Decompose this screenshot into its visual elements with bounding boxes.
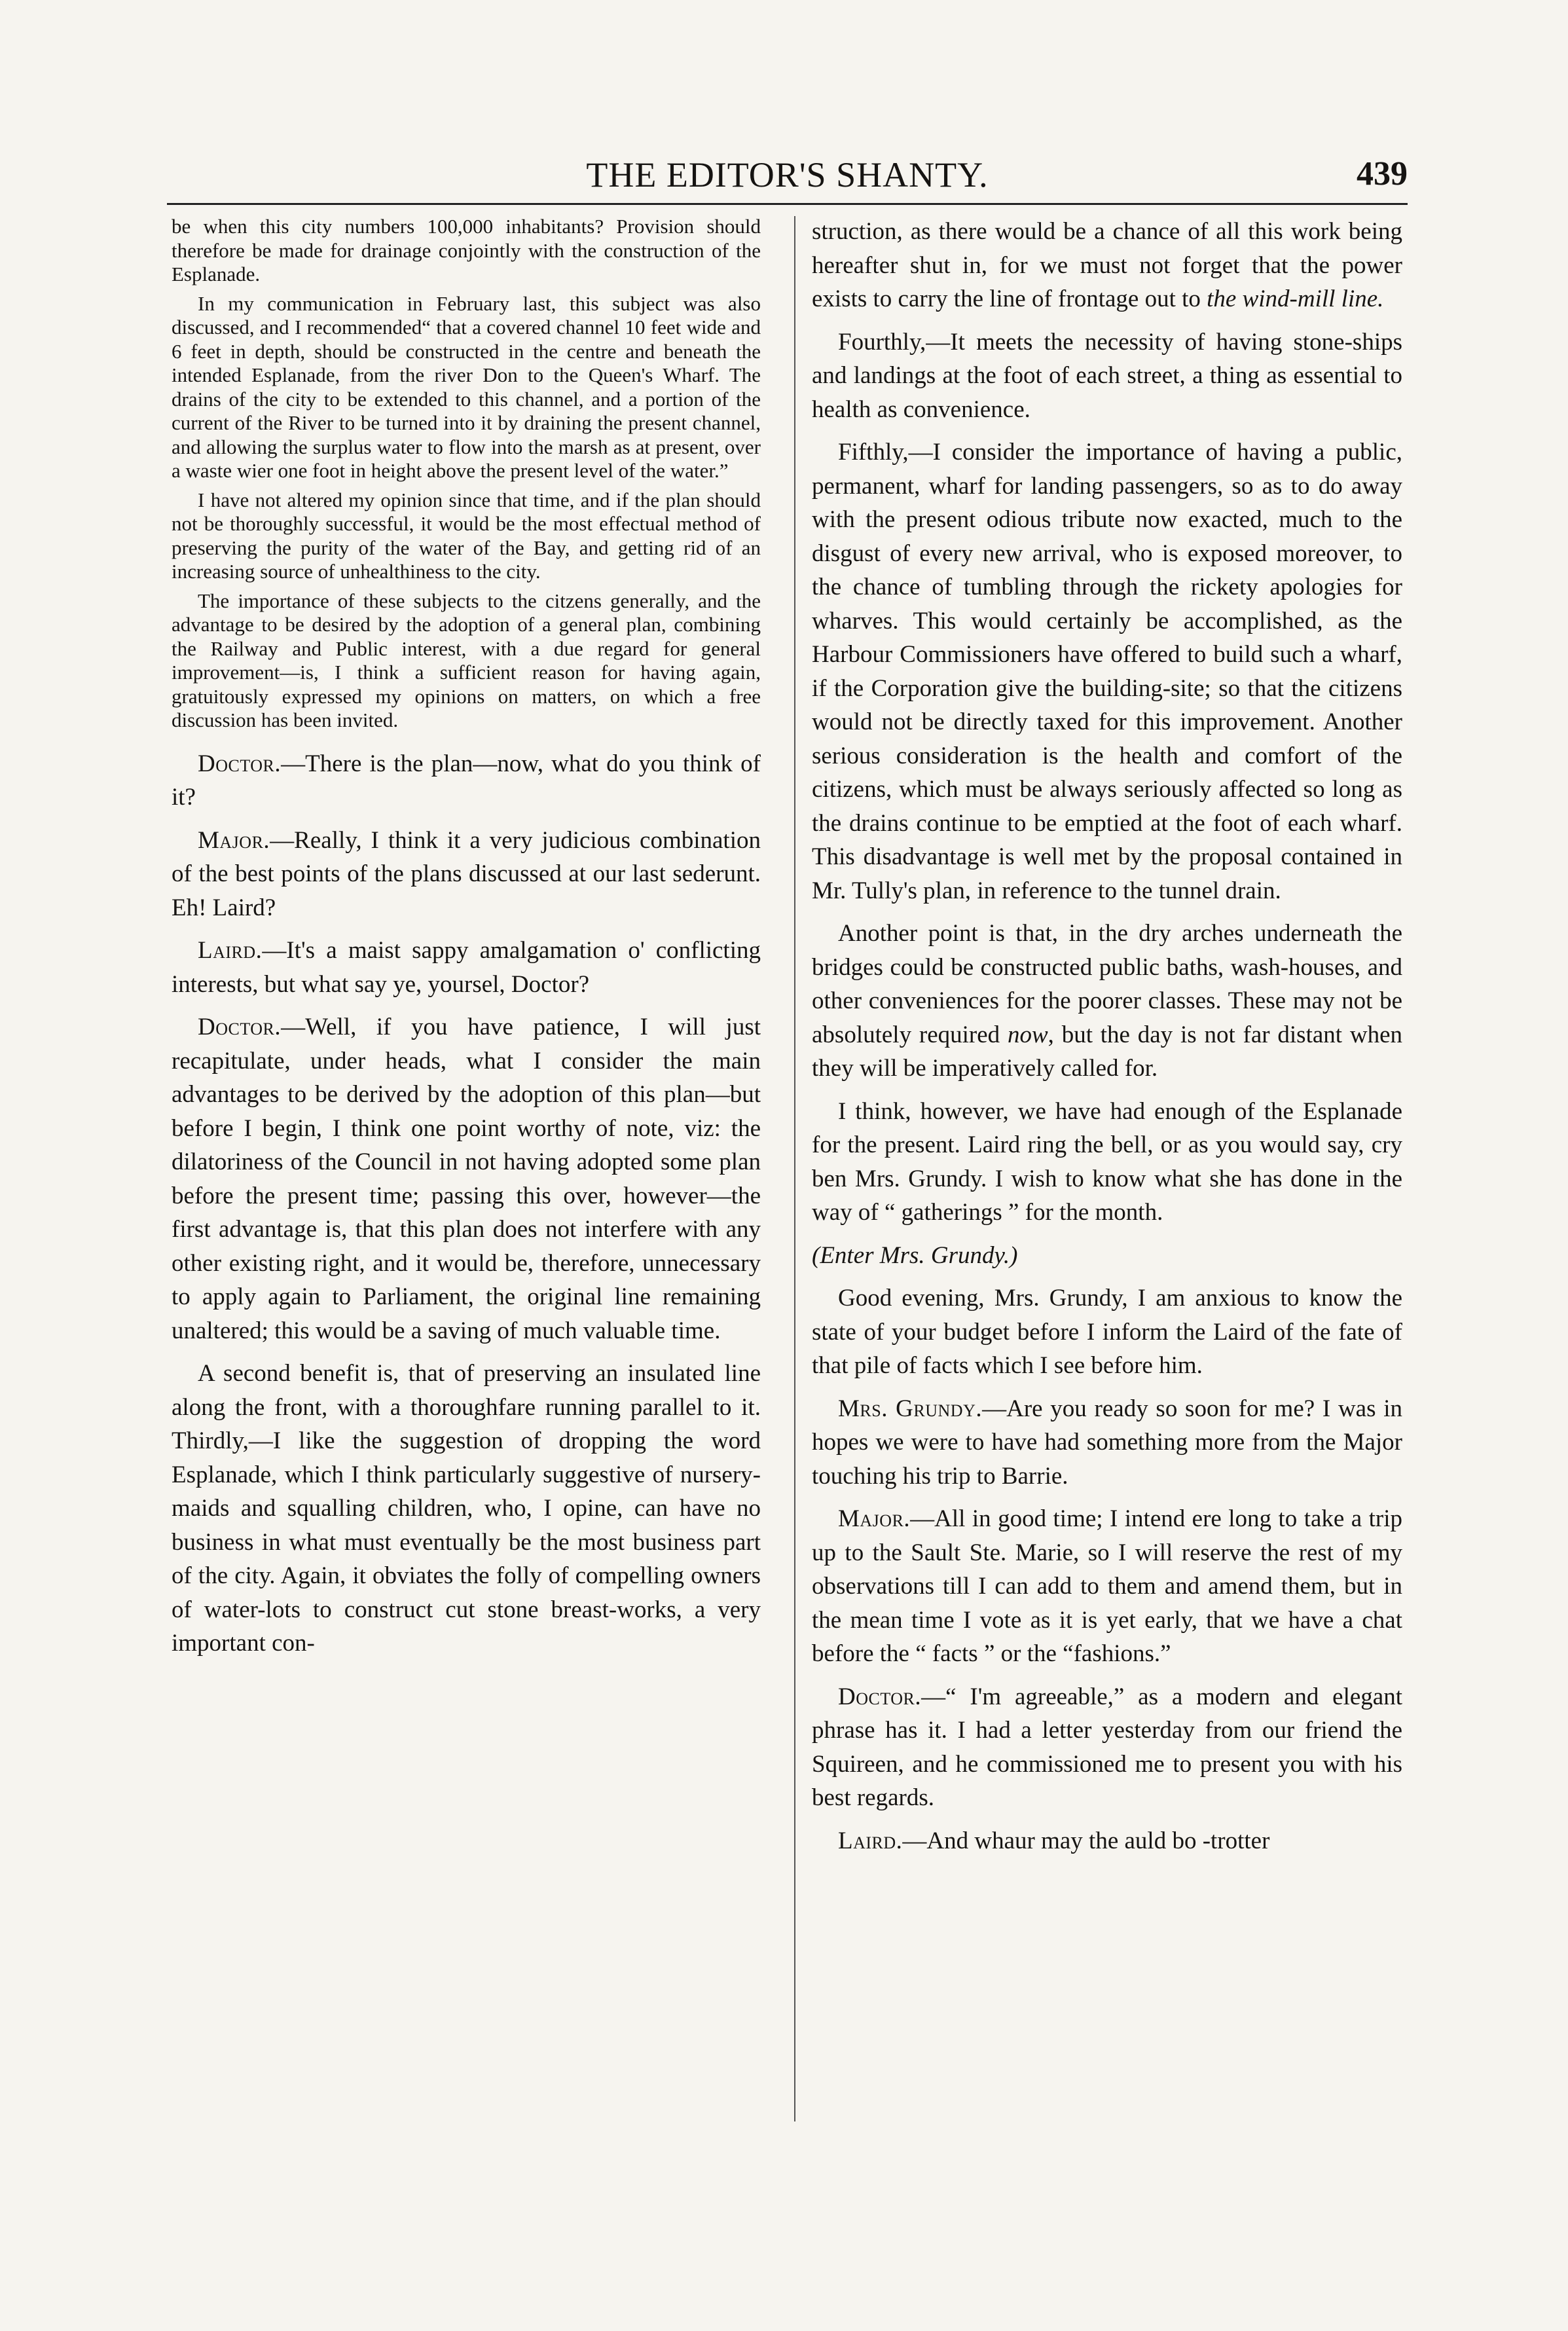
speaker-name: Laird. <box>198 937 263 964</box>
speaker-name: Laird. <box>838 1827 903 1854</box>
body-paragraph: Fourthly,—It meets the necessity of having stone-ships and landings at the foot of each street, a thing as essential to health as convenience. <box>812 328 1402 423</box>
italic-run: now <box>1007 1021 1048 1048</box>
italic-run: the wind-mill line. <box>1207 285 1384 312</box>
body-paragraph: A second benefit is, that of preserving an insulated line along the front, with a thoroughfare running parallel to it. Thirdly,—I like the suggestion of dropping the word Esplanade, which I think particularly suggestive of nursery-maids and squalling children, who, I opine, can have no business in what must eventually be the most business part of the city. Again, it obviates the folly of compelling owners of water-lots to construct cut stone breast-works, a very important con- <box>172 1360 761 1657</box>
letter-paragraph: In my communication in February last, this subject was also discussed, and I recommended“ that a covered channel 10 feet wide and 6 feet in depth, should be constructed in the centre and beneath the intended Esplanade, from the river Don to the Queen's Wharf. The drains of the city to be extended to this channel, and a portion of the current of the River to be turned into it by draining the present channel, and allowing the surplus water to flow into the marsh as at present, over a waste wier one foot in height above the present level of the water.” <box>172 291 761 482</box>
left-column <box>172 215 761 1670</box>
dialogue-line <box>172 747 761 815</box>
text-run: Another point is that, in the dry arches underneath the bridges could be constructed public baths, wash-houses, and other conveniences for the poorer classes. These may not be absolutely required <box>812 920 1402 1048</box>
page-number: 439 <box>1357 155 1408 193</box>
speech-text: —All in good time; I intend ere long to take a trip up to the Sault Ste. Marie, so I will reserve the rest of my observations till I can add to them and amend them, but in the mean time I vote as it is yet early, that we have a chat before the “ facts ” or the “fashions.” <box>812 1505 1402 1667</box>
dialogue <box>172 747 761 1661</box>
dialogue-line <box>172 934 761 1001</box>
speaker-name: Mrs. Grundy. <box>838 1395 983 1422</box>
speech-text: —Are you ready so soon for me? I was in hopes we were to have had something more from the Major touching his trip to Barrie. <box>812 1395 1402 1490</box>
body-paragraph <box>812 917 1402 1086</box>
body-paragraph: I think, however, we have had enough of the Esplanade for the present. Laird ring the bell, or as you would say, cry ben Mrs. Grundy. I wish to know what she has done in the way of “ gatherings ” for the month. <box>812 1097 1402 1226</box>
header-rule <box>167 203 1408 205</box>
text-run: struction, as there would be a chance of all this work being hereafter shut in, for we must not forget that the power exists to carry the line of frontage out to <box>812 218 1402 312</box>
speech-text: —Really, I think it a very judicious combination of the best points of the plans discussed at our last sederunt. Eh! Laird? <box>172 826 761 921</box>
speech-text: —Well, if you have patience, I will just recapitulate, under heads, what I consider the main advantages to be derived by the adoption of this plan—but before I begin, I think one point worthy of note, viz: the dilatoriness of the Council in not having adopted some plan before the present time; passing this over, however—the first advantage is, that this plan does not interfere with any other existing right, and it would be, therefore, unnecessary to apply again to Parliament, the original line remaining unaltered; this would be a saving of much valuable time. <box>172 1014 761 1344</box>
right-column <box>812 215 1402 1867</box>
speaker-name: Doctor. <box>198 1014 282 1040</box>
body-paragraph: Fifthly,—I consider the importance of having a public, permanent, wharf for landing passengers, so as to do away with the present odious tribute now exacted, much to the disgust of every new arrival, who is exposed moreover, to the chance of tumbling through the rickety apologies for wharves. This would certainly be accomplished, as the Harbour Commissioners have offered to build such a wharf, if the Corporation give the building-site; so that the citizens would not be directly taxed for this improvement. Another serious consideration is the health and comfort of the citizens, which must be always seriously affected so long as the drains continue to be emptied at the foot of each wharf. This disadvantage is well met by the proposal contained in Mr. Tully's plan, in reference to the tunnel drain. <box>812 439 1402 904</box>
speaker-name: Major. <box>198 826 270 854</box>
letter-paragraph: The importance of these subjects to the citzens generally, and the advantage to be desired by the adoption of a general plan, combining the Railway and Public interest, with a due regard for general improvement—is, I think a sufficient reason for having again, gratuitously expressed my opinions on matters, on which a free discussion has been invited. <box>172 589 761 731</box>
page-header <box>167 155 1408 200</box>
speech-text: —“ I'm agreeable,” as a modern and elegant phrase has it. I had a letter yesterday from our friend the Squireen, and he commissioned me to present you with his best regards. <box>812 1683 1402 1811</box>
running-head: THE EDITOR'S SHANTY. <box>586 155 989 194</box>
dialogue-line <box>172 1010 761 1348</box>
letter-paragraph: I have not altered my opinion since that time, and if the plan should not be thoroughly successful, it would be the most effectual method of preserving the purity of the water of the Bay, and getting rid of an increasing source of unhealthiness to the city. <box>172 488 761 583</box>
letter-paragraph: be when this city numbers 100,000 inhabitants? Provision should therefore be made for drainage conjointly with the construction of the Esplanade. <box>172 215 761 285</box>
speaker-name: Doctor. <box>198 750 282 777</box>
body-paragraph: Good evening, Mrs. Grundy, I am anxious to know the state of your budget before I inform the Laird of the fate of that pile of facts which I see before him. <box>812 1285 1402 1379</box>
text-run: , but the day is not far distant when they will be imperatively called for. <box>812 1021 1402 1082</box>
speaker-name: Major. <box>838 1505 911 1532</box>
column-divider <box>794 216 795 2121</box>
dialogue-line <box>812 1824 1402 1858</box>
speech-text: —And whaur may the auld bo -trotter <box>902 1827 1270 1854</box>
dialogue-line <box>812 1680 1402 1815</box>
speech-text: —There is the plan—now, what do you think of it? <box>172 750 761 811</box>
quoted-letter <box>172 215 761 733</box>
dialogue-line <box>812 1392 1402 1494</box>
stage-direction: (Enter Mrs. Grundy.) <box>812 1241 1018 1269</box>
dialogue-line <box>812 1502 1402 1671</box>
dialogue-line <box>172 824 761 925</box>
speaker-name: Doctor. <box>838 1683 922 1710</box>
speech-text: —It's a maist sappy amalgamation o' conflicting interests, but what say ye, yoursel, Doctor? <box>172 937 761 998</box>
body-paragraph <box>812 215 1402 316</box>
